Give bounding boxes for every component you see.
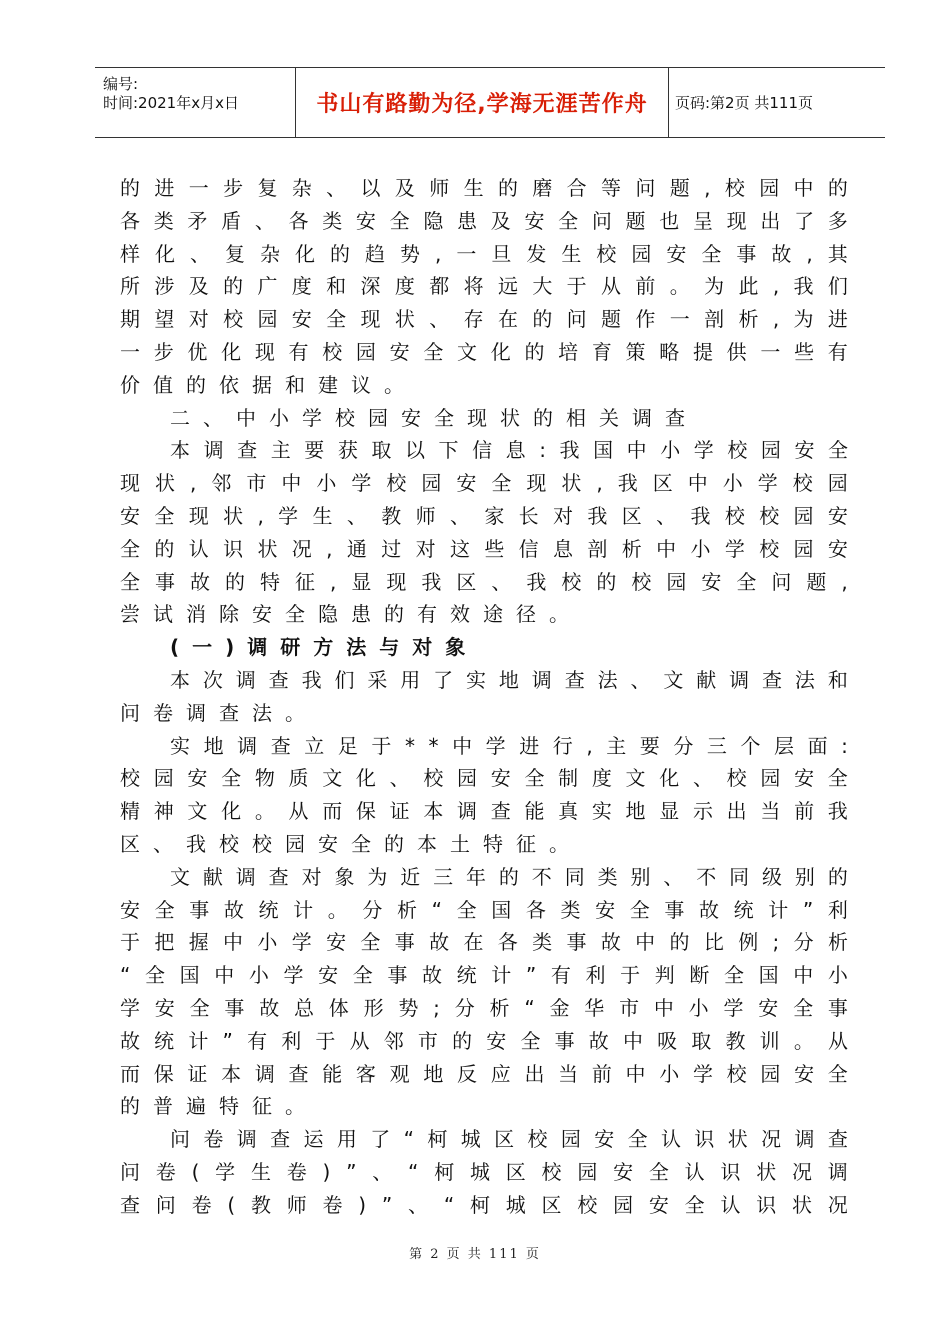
body-line: 故 统 计 ” 有 利 于 从 邻 市 的 安 全 事 故 中 吸 取 教 训 。 从: [120, 1028, 848, 1053]
header-motto-cell: [295, 68, 669, 137]
body-line: 问 卷 ( 学 生 卷 ) ” 、 “ 柯 城 区 校 园 安 全 认 识 状 况 调: [120, 1159, 848, 1184]
header-meta: [95, 68, 295, 137]
body-line: 现 状 , 邻 市 中 小 学 校 园 安 全 现 状 , 我 区 中 小 学 校 园: [120, 471, 848, 496]
body-line: 一 步 优 化 现 有 校 园 安 全 文 化 的 培 育 策 略 提 供 一 些 有: [120, 339, 848, 364]
page-footer: 第 2 页 共 111 页: [409, 1247, 541, 1262]
body-line: 实 地 调 查 立 足 于 * * 中 学 进 行 , 主 要 分 三 个 层 面 :: [170, 733, 848, 758]
body-line: 于 把 握 中 小 学 安 全 事 故 在 各 类 事 故 中 的 比 例 ; 分 析: [120, 930, 848, 955]
body-line: 问 卷 调 查 法 。: [120, 700, 305, 725]
body-line: 尝 试 消 除 安 全 隐 患 的 有 效 途 径 。: [120, 602, 569, 627]
header-motto: 书山有路勤为径,学海无涯苦作舟: [316, 92, 648, 117]
body-line: 二 、 中 小 学 校 园 安 全 现 状 的 相 关 调 查: [170, 405, 685, 430]
document-time-label: 时间:2021年x月x日: [103, 94, 239, 112]
body-line: 区 、 我 校 校 园 安 全 的 本 土 特 征 。: [120, 831, 569, 856]
body-line: ( 一 ) 调 研 方 法 与 对 象: [170, 635, 466, 660]
body-line: 全 的 认 识 状 况 , 通 过 对 这 些 信 息 剖 析 中 小 学 校 园 安: [120, 536, 848, 561]
body-line: 所 涉 及 的 广 度 和 深 度 都 将 远 大 于 从 前 。 为 此 , 我 们: [120, 274, 848, 299]
body-line: 本 调 查 主 要 获 取 以 下 信 息 : 我 国 中 小 学 校 园 安 全: [170, 438, 848, 463]
header-page-cell: [669, 68, 885, 137]
body-line: 期 望 对 校 园 安 全 现 状 、 存 在 的 问 题 作 一 剖 析 , 为 进: [120, 307, 848, 332]
body-line: 的 进 一 步 复 杂 、 以 及 师 生 的 磨 合 等 问 题 , 校 园 中 的: [120, 176, 848, 200]
body-text: [120, 172, 848, 1222]
body-line: 的 普 遍 特 征 。: [120, 1094, 305, 1119]
body-line: 安 全 现 状 , 学 生 、 教 师 、 家 长 对 我 区 、 我 校 校 园 安: [120, 503, 848, 528]
body-line: 全 事 故 的 特 征 , 显 现 我 区 、 我 校 的 校 园 安 全 问 题 ,: [120, 569, 848, 594]
body-line: 精 神 文 化 。 从 而 保 证 本 调 查 能 真 实 地 显 示 出 当 前 我: [120, 799, 848, 824]
header-page-info: 页码:第2页 共111页: [675, 94, 813, 112]
body-line: 文 献 调 查 对 象 为 近 三 年 的 不 同 类 别 、 不 同 级 别 的: [170, 864, 848, 889]
body-line: 各 类 矛 盾 、 各 类 安 全 隐 患 及 安 全 问 题 也 呈 现 出 了 多: [120, 208, 848, 233]
body-line: 学 安 全 事 故 总 体 形 势 ; 分 析 “ 金 华 市 中 小 学 安 全 事: [120, 995, 848, 1020]
body-line: 查 问 卷 ( 教 师 卷 ) ” 、 “ 柯 城 区 校 园 安 全 认 识 状 况: [120, 1192, 848, 1217]
body-line: 校 园 安 全 物 质 文 化 、 校 园 安 全 制 度 文 化 、 校 园 安 全: [120, 766, 848, 791]
body-line: “ 全 国 中 小 学 安 全 事 故 统 计 ” 有 利 于 判 断 全 国 中 小: [120, 963, 848, 988]
body-line: 样 化 、 复 杂 化 的 趋 势 , 一 旦 发 生 校 园 安 全 事 故 , 其: [120, 241, 848, 266]
body-line: 价 值 的 依 据 和 建 议 。: [120, 372, 404, 397]
body-line: 安 全 事 故 统 计 。 分 析 “ 全 国 各 类 安 全 事 故 统 计 ” 利: [120, 897, 848, 922]
body-line: 而 保 证 本 调 查 能 客 观 地 反 应 出 当 前 中 小 学 校 园 安 全: [120, 1061, 848, 1086]
page-header: [95, 67, 885, 138]
body-line: 问 卷 调 查 运 用 了 “ 柯 城 区 校 园 安 全 认 识 状 况 调 查: [170, 1127, 848, 1152]
body-line: 本 次 调 查 我 们 采 用 了 实 地 调 查 法 、 文 献 调 查 法 和: [170, 667, 848, 692]
document-number-label: 编号:: [103, 75, 139, 93]
